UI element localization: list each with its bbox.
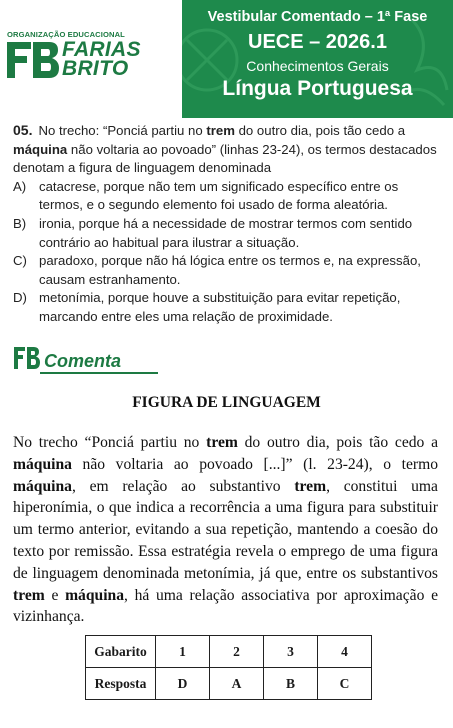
fb-logo-icon	[5, 40, 61, 80]
page-header	[0, 0, 453, 118]
option-b: B) ironia, porque há a necessidade de mostrar termos com sentido contrário ao habitual para ilustrar a situação.	[13, 215, 413, 250]
exam-subject: Língua Portuguesa	[222, 77, 413, 100]
exam-area: Conhecimentos Gerais	[246, 58, 389, 74]
answer-cell: D	[156, 668, 210, 700]
question-number-cell: 2	[210, 636, 264, 668]
table-row	[86, 668, 372, 700]
option-d: D) metonímia, porque houve a substituição para evitar repetição, marcando entre eles uma relação de proximidade.	[13, 290, 401, 324]
comment-title: FIGURA DE LINGUAGEM	[132, 394, 321, 411]
answer-cell: B	[264, 668, 318, 700]
answer-cell: C	[318, 668, 372, 700]
question-number-cell: 4	[318, 636, 372, 668]
question-number-cell: 3	[264, 636, 318, 668]
brand-organization-label: ORGANIZAÇÃO EDUCACIONAL	[7, 30, 125, 39]
brand-name-line1: FARIAS	[62, 38, 141, 61]
fb-comenta-logo-icon	[13, 346, 41, 370]
question-number: 05.	[13, 122, 33, 138]
comenta-label: Comenta	[44, 351, 122, 371]
table-row	[86, 636, 372, 668]
question-number-cell: 1	[156, 636, 210, 668]
answer-key-header-label: Gabarito	[86, 636, 156, 668]
exam-title: Vestibular Comentado – 1ª Fase	[207, 9, 428, 25]
comment-body	[13, 432, 438, 628]
question-stem: 05. No trecho: “Ponciá partiu no trem do outro dia, pois tão cedo a máquina não voltaria ao povoado” (linhas 23-24), os termos destacados denotam a figura de linguagem denominada	[13, 122, 437, 176]
answer-key-table	[85, 635, 372, 700]
comment-paragraph: No trecho “Ponciá partiu no trem do outro dia, pois tão cedo a máquina não voltaria ao povoado [...]” (l. 23-24), o termo máquina, em relação ao substantivo trem, constitui uma hiperonímia, o que indica a recorrência a uma figura para substituir um termo anterior, evitando a sua repetição, mantendo a coesão do texto por remissão. Essa estratégia revela o emprego de uma figura de linguagem denominada metonímia, já que, entre os substantivos trem e máquina, há uma relação associativa por aproximação e vizinhança.	[13, 434, 439, 626]
brand-name	[62, 40, 141, 78]
header-title-panel	[182, 0, 453, 118]
brand-name-line2: BRITO	[62, 57, 129, 80]
exam-edition: UECE – 2026.1	[248, 31, 387, 53]
comenta-underline	[40, 372, 158, 374]
question-block	[13, 121, 443, 327]
option-c: C) paradoxo, porque não há lógica entre os termos e, na expressão, causam estranhamento.	[13, 253, 421, 287]
answer-cell: A	[210, 668, 264, 700]
answer-row-label: Resposta	[86, 668, 156, 700]
option-a: A) catacrese, porque não tem um significado específico entre os termos, e o segundo elemento foi usado de forma aleatória.	[13, 178, 399, 213]
